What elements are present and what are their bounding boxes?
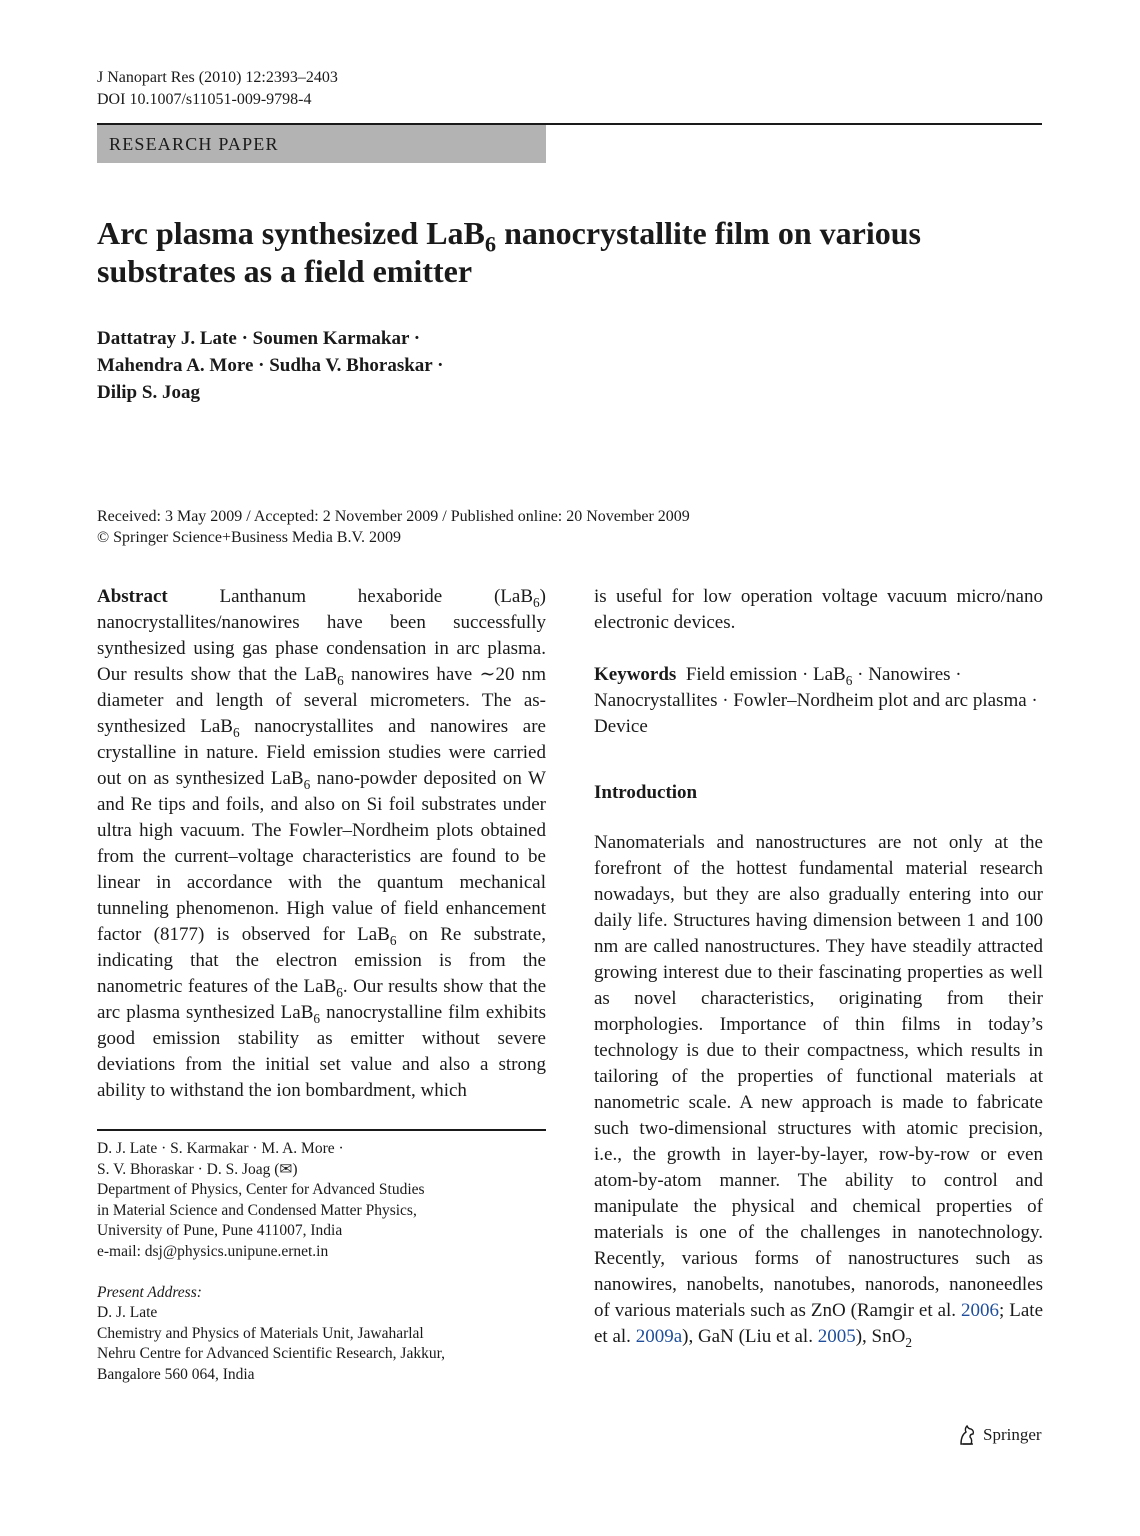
affiliation-line: in Material Science and Condensed Matter Physics,	[97, 1201, 417, 1219]
abstract-paragraph	[97, 584, 546, 1104]
subscript: 6	[337, 672, 344, 688]
abstract-text: nanocrystalline film exhibits good emission stability as emitter without severe deviations from the initial set value and also a strong ability to withstand the ion bombardment, which	[97, 1002, 546, 1101]
keywords-text: · Nanowires · Nanocrystallites · Fowler–Nordheim plot and arc plasma · Device	[594, 664, 1038, 737]
abstract-continuation: is useful for low operation voltage vacuum micro/nano electronic devices.	[594, 586, 1043, 633]
section-label: RESEARCH PAPER	[109, 134, 279, 154]
subscript: 6	[533, 594, 540, 610]
keywords	[594, 662, 1043, 740]
title-subscript: 6	[484, 231, 497, 257]
present-address-line: Chemistry and Physics of Materials Unit, Jawaharlal	[97, 1324, 424, 1342]
publisher-logo	[957, 1424, 1042, 1446]
authors-line-3: Dilip S. Joag	[97, 382, 200, 403]
citation-link[interactable]: 2005	[817, 1326, 856, 1347]
journal-header	[97, 67, 338, 111]
author-list	[97, 325, 443, 406]
abstract-column	[97, 584, 546, 1104]
present-address-line: Nehru Centre for Advanced Scientific Research, Jakkur,	[97, 1345, 446, 1363]
abstract-text: nanocrystallites and nanowires are crystalline in nature. Field emission studies were carried out on as synthesized LaB	[97, 716, 546, 789]
abstract-text: ) nanocrystallites/nanowires have been successfully synthesized using gas phase condensation in arc plasma. Our results show that the LaB	[97, 586, 546, 685]
affiliation-line: University of Pune, Pune 411007, India	[97, 1222, 343, 1240]
present-address-line: Bangalore 560 064, India	[97, 1365, 255, 1383]
present-address-label: Present Address:	[97, 1283, 202, 1301]
subscript: 6	[336, 984, 343, 1000]
paper-title	[97, 214, 1042, 290]
subscript: 6	[303, 776, 311, 792]
history-line: Received: 3 May 2009 / Accepted: 2 November 2009 / Published online: 20 November 2009	[97, 508, 690, 525]
section-band	[97, 125, 546, 163]
abstract-text: on Re substrate, indicating that the electron emission is from the nanometric features of the LaB	[97, 924, 546, 997]
present-address-name: D. J. Late	[97, 1304, 158, 1322]
email-line: e-mail: dsj@physics.unipune.ernet.in	[97, 1242, 329, 1260]
subscript: 6	[389, 932, 397, 948]
subscript: 2	[905, 1334, 912, 1350]
introduction-text: ; Late et al.	[594, 1300, 1044, 1347]
keywords-heading: Keywords	[594, 664, 677, 685]
abstract-text: nanowires have ∼20 nm diameter and length of several micrometers. The as-synthesized LaB	[97, 664, 546, 737]
introduction-text: Nanomaterials and nanostructures are not only at the forefront of the hottest fundamental material research nowadays, but they are also gradually entering into our daily life. Structures having dimension between 1 and 100 nm are called nanostructures. They have steadily attracted growing interest due to their fascinating properties as well as novel characteristics, originating from their morphologies. Importance of thin films in today’s technology is due to their compactness, which results in tailoring of the properties of functional materials at nanometric scale. A new approach is made to fabricate such two-dimensional structures with atomic precision, i.e., the growth in layer-by-layer, row-by-row or even atom-by-atom manner. The ability to control and manipulate the physical and chemical properties of materials is one of the challenges in nanotechnology. Recently, various forms of nanostructures such as nanowires, nanobelts, nanotubes, nanorods, nanoneedles of various materials such as ZnO (Ramgir et al.	[594, 832, 1043, 1321]
introduction-text: ), SnO	[855, 1326, 906, 1347]
citation-link[interactable]: 2009a	[635, 1326, 683, 1347]
right-column	[594, 584, 1043, 1350]
affiliation-footnote	[97, 1139, 546, 1386]
authors-line-2: Mahendra A. More · Sudha V. Bhoraskar ·	[97, 355, 444, 376]
footnote-rule	[97, 1129, 546, 1131]
copyright-line: © Springer Science+Business Media B.V. 2009	[97, 529, 401, 546]
introduction-text: ), GaN (Liu et al.	[682, 1326, 818, 1347]
springer-horse-icon	[957, 1424, 977, 1446]
title-text-end: nanocrystallite film on various substrates as a field emitter	[97, 215, 921, 289]
subscript: 6	[232, 724, 240, 740]
citation-link[interactable]: 2006	[961, 1300, 1000, 1321]
title-text: Arc plasma synthesized LaB	[97, 215, 485, 251]
subscript: 6	[845, 672, 853, 688]
footnote-authors-2: S. V. Bhoraskar · D. S. Joag (✉)	[97, 1160, 298, 1178]
abstract-text: Lanthanum hexaboride (LaB	[167, 586, 534, 607]
abstract-text: nano-powder deposited on W and Re tips and foils, and also on Si foil substrates under ultra high vacuum. The Fowler–Nordheim plots obtained from the current–voltage characteristics are found to be linear in accordance with the quantum mechanical tunneling phenomenon. High value of field enhancement factor (8177) is observed for LaB	[97, 768, 546, 945]
authors-line-1: Dattatray J. Late · Soumen Karmakar ·	[97, 328, 421, 349]
journal-citation: J Nanopart Res (2010) 12:2393–2403	[97, 69, 338, 86]
section-heading-introduction: Introduction	[594, 782, 698, 803]
subscript: 6	[313, 1010, 321, 1026]
publisher-name: Springer	[983, 1425, 1042, 1444]
abstract-heading: Abstract	[97, 586, 168, 607]
publication-history	[97, 506, 690, 548]
footnote-authors-1: D. J. Late · S. Karmakar · M. A. More ·	[97, 1140, 344, 1157]
doi: DOI 10.1007/s11051-009-9798-4	[97, 91, 312, 108]
affiliation-line: Department of Physics, Center for Advanced Studies	[97, 1181, 425, 1199]
abstract-text: . Our results show that the arc plasma synthesized LaB	[97, 976, 546, 1023]
introduction-paragraph	[594, 830, 1043, 1350]
keywords-text: Field emission · LaB	[681, 664, 846, 685]
